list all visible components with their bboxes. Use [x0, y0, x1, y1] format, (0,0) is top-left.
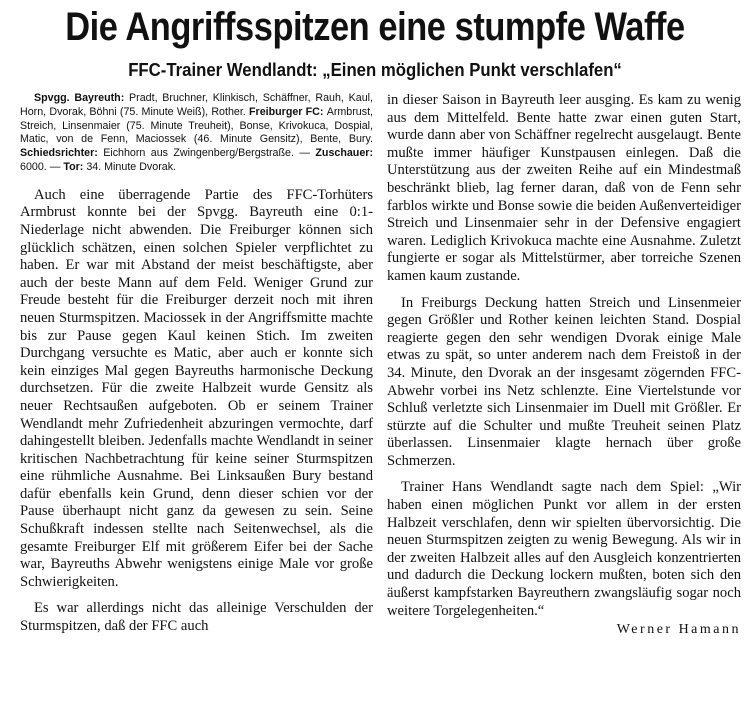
- lineup-team-1-players: Pradt, Bruchner, Klinkisch, Schäffner, Rauh, Kaul, Horn, Dvorak, Böhni (75. Minute Weiß), Rother.: [20, 92, 374, 118]
- lineup-referee-label: Schiedsrichter:: [20, 147, 104, 160]
- paragraph-left-2: Es war allerdings nicht das alleinige Verschulden der Sturmspitzen, daß der FFC auch: [20, 600, 373, 635]
- lineup-team-2-players: Armbrust, Streich, Linsenmaier (75. Minute Treuheit), Bonse, Krivokuca, Dospial, Matic, von de Fenn, Maciossek (46. Minute Gensitz), Bente, Bury.: [20, 105, 374, 146]
- subheadline: FFC-Trainer Wendlandt: „Einen möglichen Punkt verschlafen“: [128, 60, 622, 80]
- lineup-team-2-label: Freiburger FC:: [249, 105, 327, 118]
- lineup-referee: Eichhorn aus Zwingenberg/Bergstraße. —: [103, 147, 316, 160]
- lineup-goal: 34. Minute Dvorak.: [86, 160, 177, 173]
- paragraph-right-3: Trainer Hans Wendlandt sagte nach dem Spiel: „Wir haben einen möglichen Punkt vor allem in der ersten Halbzeit verschlafen, denn wir spielten übervorsichtig. Die neuen Sturmspitzen zeigten zu wenig Bewegung. Als wir in der zweiten Halbzeit alles auf den Ausgleich konzentrierten und dadurch die Deckung lockern mußten, boten sich den äußerst kampfstarken Bayreuthern zwangsläufig sogar noch weitere Torgelegenheiten.“: [387, 479, 741, 619]
- lineup-box: [20, 92, 373, 175]
- column-left: [20, 92, 373, 636]
- lineup-team-1-label: Spvgg. Bayreuth:: [34, 92, 130, 104]
- paragraph-left-1: Auch eine überragende Partie des FFC-Torhüters Armbrust konnte bei der Spvgg. Bayreuth eine 0:1-Niederlage nicht abwenden. Die Freiburger können sich glücklich schätzen, einen solchen Spieler verpflichtet zu haben. Er war mit Abstand der meist beschäftigste, aber auch der beste Mann auf dem Feld. Weniger Grund zur Freude besteht für die Freiburger derzeit noch mit ihren neuen Sturmspitzen. Maciossek in der Angriffsmitte machte bis zur Pause gegen Kaul keinen Stich. Im zweiten Durchgang versuchte es Matic, aber auch er konnte sich kein einziges Mal gegen Bayreuths harmonische Deckung durchsetzen. Für die zweite Halbzeit wurde Gensitz als neuer Rechtsaußen aufgeboten. Ob er seinem Trainer Wendlandt mehr Zufriedenheit abzuringen vermochte, darf dahingestellt bleiben. Jedenfalls machte Wendlandt in seiner kritischen Nachbetrachtung für keine seiner Sturmspitzen eine rühmliche Ausnahme. Bei Linksaußen Bury bestand dafür ebenfalls kein Grund, denn dieser schien vor der Pause überhaupt nicht ganz da gewesen zu sein. Seine Schußkraft indessen stellte nach Seitenwechsel, als die gesamte Freiburger Elf mit größerem Eifer bei der Sache war, Bayreuths Abwehr wenigstens einige Male vor große Schwierigkeiten.: [20, 186, 373, 590]
- lineup-goal-label: Tor:: [63, 160, 87, 173]
- paragraph-right-1: in dieser Saison in Bayreuth leer ausging. Es kam zu wenig aus dem Mittelfeld. Bente hatte zwar einen guten Start, wurde dann aber von Schäffner regelrecht ausgelaugt. Bente mußte immer häufiger Kunstpausen einlegen. Daß die Unterstützung aus der zweiten Reihe auf ein Mindestmaß beschränkt blieb, lag ferner daran, daß von de Fenn sehr farblos wirkte und Bonse sowie die beiden Außenverteidiger Streich und Linsenmaier sehr in der Defensive engagiert waren. Lediglich Krivokuca machte eine Ausnahme. Zuletzt fungierte er sogar als Mittelstürmer, aber torreiche Szenen kamen kaum zustande.: [387, 92, 741, 284]
- headline: Die Angriffsspitzen eine stumpfe Waffe: [65, 5, 685, 49]
- paragraph-right-2: In Freiburgs Deckung hatten Streich und Linsenmeier gegen Größler und Rother keinen leichten Stand. Dospial reagierte gegen den sehr wendigen Dvorak einige Male etwas zu spät, so unter anderem nach dem Freistoß in der 34. Minute, den Dvorak an der insgesamt zögernden FFC-Abwehr vorbei ins Netz schlenzte. Eine Viertelstunde vor Schluß verletzte sich Linsenmaier im Duell mit Größler. Er stürzte auf die Schulter und mußte Treuheit seinen Platz überlassen. Linsenmaier klagte hernach über große Schmerzen.: [387, 294, 741, 469]
- lineup-spectators: 6000. —: [20, 160, 64, 173]
- author-byline: Werner Hamann: [616, 622, 741, 638]
- lineup-spectators-label: Zuschauer:: [315, 147, 373, 160]
- column-right: [387, 92, 741, 639]
